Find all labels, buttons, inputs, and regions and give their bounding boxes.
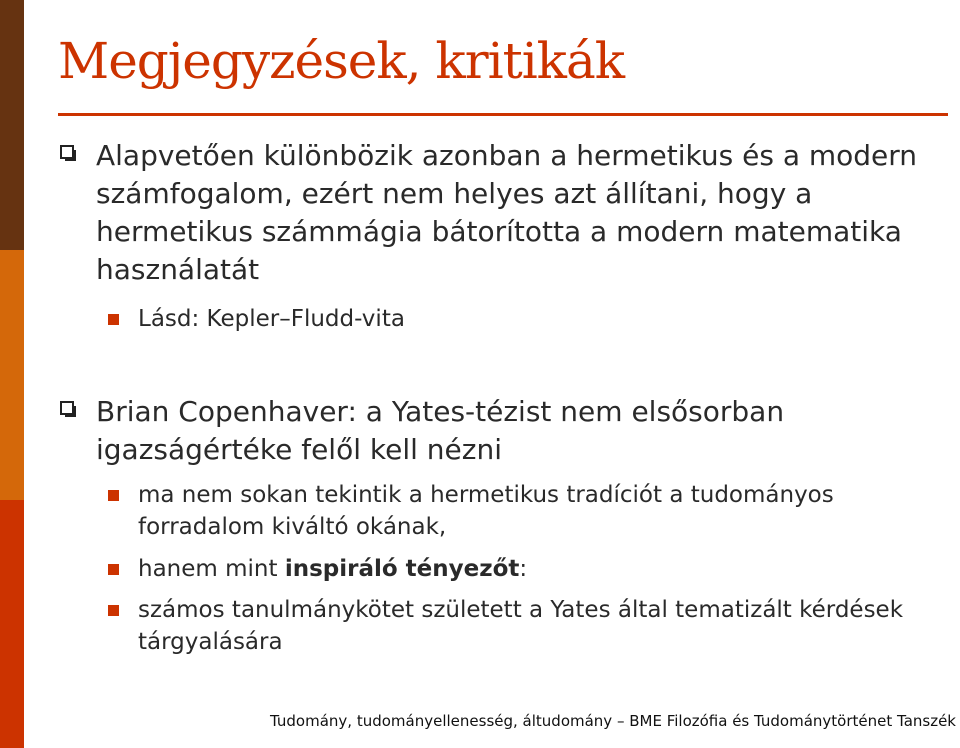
bullet-2 bbox=[60, 393, 940, 469]
bullet-2-sub-2 bbox=[108, 553, 938, 585]
title-underline bbox=[58, 113, 948, 116]
slide-footer: Tudomány, tudományellenesség, áltudomány – BME Filozófia és Tudománytörténet Tanszék bbox=[270, 712, 956, 730]
slide-title: Megjegyzések, kritikák bbox=[58, 32, 625, 90]
sidebar-segment-top bbox=[0, 0, 24, 250]
bullet-1-sub-1-text: Lásd: Kepler–Fludd-vita bbox=[138, 306, 405, 332]
red-square-bullet-icon bbox=[108, 314, 119, 325]
square-bullet-icon bbox=[60, 401, 74, 415]
bullet-2-sub-3 bbox=[108, 594, 938, 658]
red-square-bullet-icon bbox=[108, 490, 119, 501]
bullet-1 bbox=[60, 137, 940, 289]
bullet-2-text: Brian Copenhaver: a Yates-tézist nem elsősorban igazságértéke felől kell nézni bbox=[96, 395, 785, 466]
sub-2-prefix: hanem mint bbox=[138, 556, 285, 582]
red-square-bullet-icon bbox=[108, 605, 119, 616]
sub-2-emphasis: inspiráló tényezőt bbox=[284, 556, 520, 582]
bullet-2-sub-1-text: ma nem sokan tekintik a hermetikus tradíciót a tudományos forradalom kiváltó okának, bbox=[138, 482, 834, 540]
bullet-2-sub-1 bbox=[108, 479, 938, 543]
bullet-1-sub-1 bbox=[108, 303, 938, 335]
bullet-1-text: Alapvetően különbözik azonban a hermetikus és a modern számfogalom, ezért nem helyes azt állítani, hogy a hermetikus számmágia bátorította a modern matematika használatát bbox=[96, 139, 918, 286]
square-bullet-icon bbox=[60, 145, 74, 159]
bullet-2-sub-3-text: számos tanulmánykötet született a Yates által tematizált kérdések tárgyalására bbox=[138, 597, 904, 655]
red-square-bullet-icon bbox=[108, 564, 119, 575]
sidebar-segment-middle bbox=[0, 250, 24, 500]
bullet-2-sub-2-text bbox=[138, 553, 938, 585]
decorative-sidebar bbox=[0, 0, 24, 748]
sidebar-segment-bottom bbox=[0, 500, 24, 748]
sub-2-suffix: : bbox=[519, 556, 528, 582]
